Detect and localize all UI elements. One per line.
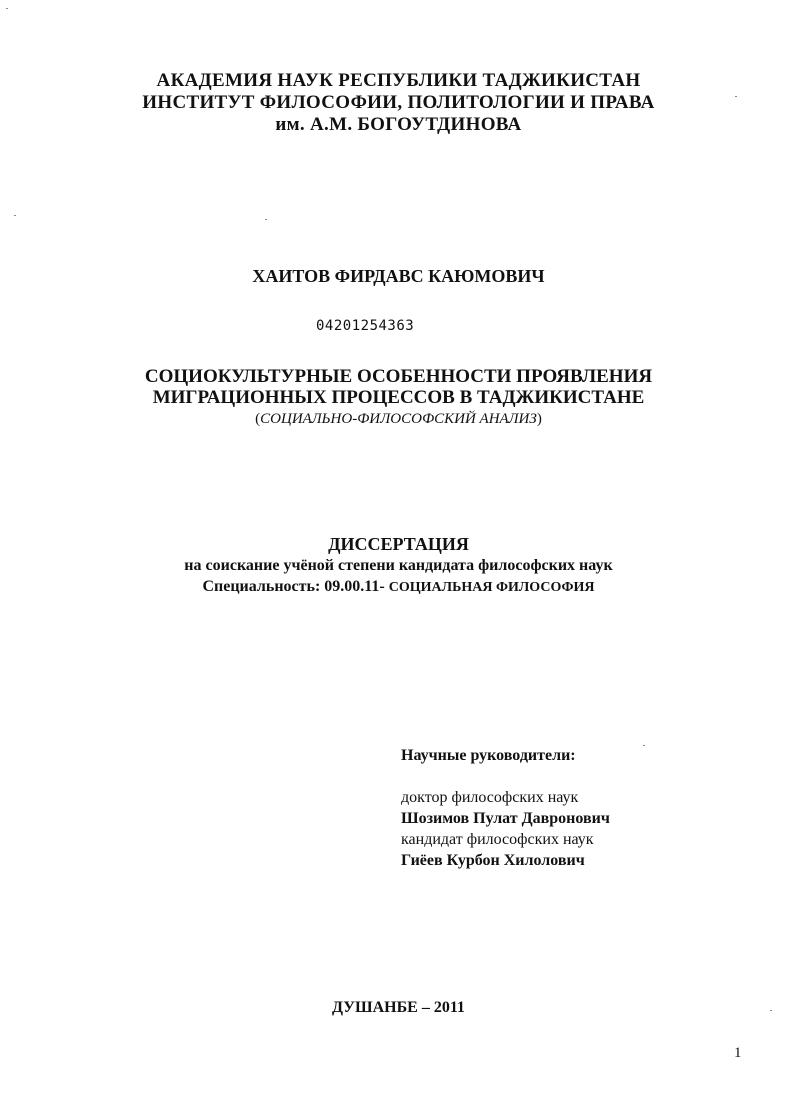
city-year: ДУШАНБЕ – 2011 <box>332 999 465 1016</box>
thesis-subtitle <box>0 411 797 428</box>
scan-speck <box>14 215 16 216</box>
scan-speck <box>265 219 267 220</box>
degree-line: на соискание учёной степени кандидата философских наук <box>184 557 613 574</box>
scan-speck <box>770 1010 772 1011</box>
institute-name: ИНСТИТУТ ФИЛОСОФИИ, ПОЛИТОЛОГИИ И ПРАВА <box>142 92 655 113</box>
supervisor-2-title: кандидат философских наук <box>401 831 594 848</box>
registration-code: 04201254363 <box>316 318 415 334</box>
specialty-name: СОЦИАЛЬНАЯ ФИЛОСОФИЯ <box>388 580 595 595</box>
author-name: ХАИТОВ ФИРДАВС КАЮМОВИЧ <box>252 266 545 286</box>
page-number: 1 <box>734 1045 742 1061</box>
specialty-label: Специальность: 09.00.11- <box>202 578 385 595</box>
scan-speck <box>6 8 8 9</box>
institute-honorific: им. А.М. БОГОУТДИНОВА <box>275 114 522 135</box>
scan-speck <box>735 96 737 97</box>
specialty-line <box>0 578 797 596</box>
supervisor-1-name: Шозимов Пулат Давронович <box>401 810 610 827</box>
thesis-title-line-1: СОЦИОКУЛЬТУРНЫЕ ОСОБЕННОСТИ ПРОЯВЛЕНИЯ <box>144 366 653 387</box>
scan-speck <box>643 745 645 746</box>
supervisors-heading: Научные руководители: <box>401 747 576 764</box>
supervisor-1-title: доктор философских наук <box>401 789 579 806</box>
supervisor-2-name: Гиёев Курбон Хилолович <box>401 852 585 869</box>
subtitle-open-paren: ( <box>255 411 261 427</box>
academy-name: АКАДЕМИЯ НАУК РЕСПУБЛИКИ ТАДЖИКИСТАН <box>156 70 641 91</box>
subtitle-close-paren: ) <box>536 411 542 427</box>
dissertation-heading: ДИССЕРТАЦИЯ <box>328 534 469 554</box>
thesis-title-line-2: МИГРАЦИОННЫХ ПРОЦЕССОВ В ТАДЖИКИСТАНЕ <box>152 387 645 408</box>
subtitle-text: СОЦИАЛЬНО-ФИЛОСОФСКИЙ АНАЛИЗ <box>260 411 537 427</box>
